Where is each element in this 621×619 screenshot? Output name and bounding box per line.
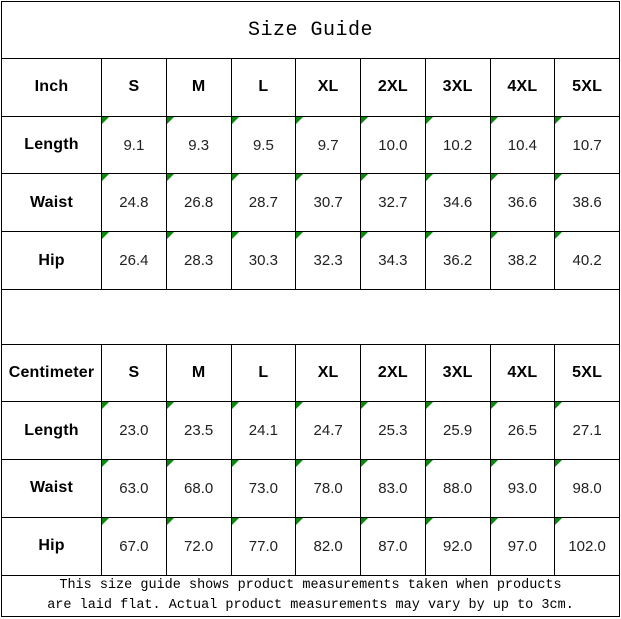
value-cell xyxy=(166,232,231,290)
centimeter-header-row xyxy=(2,344,620,402)
value-cell-label: 87.0 xyxy=(378,537,408,555)
value-cell-label: 38.2 xyxy=(507,252,537,270)
title-row xyxy=(2,2,620,59)
size-header-cell-m-label: M xyxy=(191,78,206,96)
value-cell xyxy=(555,116,620,174)
number-as-text-flag-icon xyxy=(232,518,239,525)
number-as-text-flag-icon xyxy=(426,174,433,181)
value-cell xyxy=(490,174,555,232)
value-cell xyxy=(490,116,555,174)
row-label-cell-label: Length xyxy=(24,421,79,439)
value-cell-label: 10.7 xyxy=(572,136,602,154)
size-header-cell-3xl xyxy=(425,59,490,117)
unit-header-cell xyxy=(2,344,102,402)
value-cell-label: 34.3 xyxy=(378,252,408,270)
value-cell-label: 30.7 xyxy=(313,194,343,212)
size-guide-table xyxy=(1,1,620,617)
number-as-text-flag-icon xyxy=(491,518,498,525)
number-as-text-flag-icon xyxy=(296,402,303,409)
size-header-cell-xl xyxy=(296,59,361,117)
number-as-text-flag-icon xyxy=(296,174,303,181)
number-as-text-flag-icon xyxy=(361,518,368,525)
number-as-text-flag-icon xyxy=(232,174,239,181)
value-cell xyxy=(296,116,361,174)
number-as-text-flag-icon xyxy=(555,402,562,409)
number-as-text-flag-icon xyxy=(555,460,562,467)
number-as-text-flag-icon xyxy=(102,460,109,467)
footer-row xyxy=(2,575,620,617)
size-header-cell-l-label: L xyxy=(258,78,269,96)
number-as-text-flag-icon xyxy=(491,232,498,239)
value-cell xyxy=(425,116,490,174)
number-as-text-flag-icon xyxy=(361,174,368,181)
value-cell xyxy=(231,174,296,232)
row-label-cell xyxy=(2,402,102,460)
value-cell-label: 93.0 xyxy=(507,479,537,497)
number-as-text-flag-icon xyxy=(296,232,303,239)
value-cell-label: 36.2 xyxy=(443,252,473,270)
number-as-text-flag-icon xyxy=(555,117,562,124)
row-label-cell xyxy=(2,174,102,232)
size-header-cell-3xl-label: 3XL xyxy=(442,78,473,96)
footer-note-line2: are laid flat. Actual product measurements may vary by up to 3cm. xyxy=(47,597,574,613)
inch-row-waist xyxy=(2,174,620,232)
value-cell xyxy=(425,517,490,575)
value-cell-label: 92.0 xyxy=(443,537,473,555)
value-cell xyxy=(102,174,167,232)
number-as-text-flag-icon xyxy=(102,402,109,409)
size-header-cell-2xl xyxy=(361,344,426,402)
value-cell-label: 34.6 xyxy=(443,194,473,212)
number-as-text-flag-icon xyxy=(102,117,109,124)
value-cell xyxy=(425,459,490,517)
value-cell xyxy=(102,232,167,290)
size-header-cell-xl xyxy=(296,344,361,402)
size-header-cell-s xyxy=(102,59,167,117)
row-label-cell-label: Hip xyxy=(38,537,65,555)
value-cell xyxy=(231,517,296,575)
value-cell-label: 40.2 xyxy=(572,252,602,270)
value-cell-label: 10.4 xyxy=(507,136,537,154)
number-as-text-flag-icon xyxy=(167,402,174,409)
number-as-text-flag-icon xyxy=(102,518,109,525)
value-cell-label: 10.0 xyxy=(378,136,408,154)
value-cell xyxy=(361,174,426,232)
unit-header-cell xyxy=(2,59,102,117)
number-as-text-flag-icon xyxy=(426,117,433,124)
size-header-cell-3xl xyxy=(425,344,490,402)
value-cell xyxy=(102,459,167,517)
value-cell xyxy=(296,459,361,517)
value-cell-label: 9.3 xyxy=(188,136,210,154)
number-as-text-flag-icon xyxy=(167,232,174,239)
size-header-cell-m-label: M xyxy=(191,363,206,381)
size-header-cell-l xyxy=(231,59,296,117)
number-as-text-flag-icon xyxy=(555,518,562,525)
size-header-cell-s-label: S xyxy=(128,78,140,96)
number-as-text-flag-icon xyxy=(426,232,433,239)
footer-note-cell xyxy=(2,575,620,617)
number-as-text-flag-icon xyxy=(232,460,239,467)
row-label-cell xyxy=(2,459,102,517)
value-cell-label: 63.0 xyxy=(119,479,149,497)
value-cell xyxy=(166,174,231,232)
value-cell xyxy=(231,402,296,460)
size-header-cell-2xl-label: 2XL xyxy=(377,363,408,381)
value-cell xyxy=(166,517,231,575)
value-cell-label: 9.7 xyxy=(317,136,339,154)
value-cell xyxy=(555,517,620,575)
value-cell xyxy=(490,402,555,460)
number-as-text-flag-icon xyxy=(102,174,109,181)
value-cell xyxy=(231,232,296,290)
number-as-text-flag-icon xyxy=(232,232,239,239)
inch-row-length xyxy=(2,116,620,174)
value-cell-label: 30.3 xyxy=(248,252,278,270)
value-cell-label: 23.0 xyxy=(119,422,149,440)
number-as-text-flag-icon xyxy=(102,232,109,239)
centimeter-row-length xyxy=(2,402,620,460)
size-header-cell-5xl xyxy=(555,344,620,402)
value-cell-label: 78.0 xyxy=(313,479,343,497)
value-cell-label: 9.1 xyxy=(123,136,145,154)
inch-header-row xyxy=(2,59,620,117)
size-header-cell-4xl xyxy=(490,344,555,402)
value-cell-label: 24.1 xyxy=(248,422,278,440)
row-label-cell xyxy=(2,116,102,174)
size-header-cell-3xl-label: 3XL xyxy=(442,363,473,381)
number-as-text-flag-icon xyxy=(232,402,239,409)
value-cell-label: 32.7 xyxy=(378,194,408,212)
value-cell-label: 68.0 xyxy=(184,479,214,497)
value-cell-label: 24.8 xyxy=(119,194,149,212)
value-cell xyxy=(166,459,231,517)
value-cell xyxy=(425,174,490,232)
number-as-text-flag-icon xyxy=(426,460,433,467)
spacer-cell xyxy=(2,289,620,344)
value-cell-label: 67.0 xyxy=(119,537,149,555)
row-label-cell-label: Waist xyxy=(29,479,74,497)
number-as-text-flag-icon xyxy=(296,460,303,467)
value-cell-label: 28.7 xyxy=(248,194,278,212)
value-cell xyxy=(102,402,167,460)
number-as-text-flag-icon xyxy=(426,518,433,525)
value-cell xyxy=(361,459,426,517)
row-label-cell-label: Length xyxy=(24,136,79,154)
size-header-cell-s-label: S xyxy=(128,363,140,381)
number-as-text-flag-icon xyxy=(555,174,562,181)
value-cell xyxy=(231,459,296,517)
value-cell xyxy=(296,402,361,460)
number-as-text-flag-icon xyxy=(491,117,498,124)
value-cell-label: 23.5 xyxy=(184,422,214,440)
value-cell-label: 98.0 xyxy=(572,479,602,497)
value-cell xyxy=(555,232,620,290)
value-cell-label: 25.3 xyxy=(378,422,408,440)
size-guide-page xyxy=(0,1,621,619)
value-cell xyxy=(296,517,361,575)
value-cell xyxy=(102,116,167,174)
value-cell xyxy=(231,116,296,174)
centimeter-row-waist xyxy=(2,459,620,517)
value-cell-label: 27.1 xyxy=(572,422,602,440)
value-cell xyxy=(361,232,426,290)
value-cell-label: 88.0 xyxy=(443,479,473,497)
size-header-cell-5xl-label: 5XL xyxy=(572,363,603,381)
value-cell-label: 97.0 xyxy=(507,537,537,555)
value-cell-label: 10.2 xyxy=(443,136,473,154)
inch-row-hip xyxy=(2,232,620,290)
value-cell-label: 72.0 xyxy=(184,537,214,555)
value-cell-label: 26.8 xyxy=(184,194,214,212)
value-cell xyxy=(425,402,490,460)
number-as-text-flag-icon xyxy=(491,174,498,181)
value-cell xyxy=(166,402,231,460)
value-cell-label: 26.4 xyxy=(119,252,149,270)
value-cell xyxy=(555,459,620,517)
value-cell-label: 28.3 xyxy=(184,252,214,270)
unit-header-cell-label: Inch xyxy=(34,78,69,96)
value-cell xyxy=(555,402,620,460)
value-cell xyxy=(425,232,490,290)
value-cell-label: 26.5 xyxy=(507,422,537,440)
size-header-cell-m xyxy=(166,59,231,117)
number-as-text-flag-icon xyxy=(167,117,174,124)
value-cell xyxy=(102,517,167,575)
size-header-cell-s xyxy=(102,344,167,402)
size-header-cell-5xl-label: 5XL xyxy=(572,78,603,96)
number-as-text-flag-icon xyxy=(361,117,368,124)
value-cell-label: 36.6 xyxy=(507,194,537,212)
value-cell xyxy=(490,232,555,290)
number-as-text-flag-icon xyxy=(361,460,368,467)
number-as-text-flag-icon xyxy=(167,518,174,525)
value-cell-label: 32.3 xyxy=(313,252,343,270)
row-label-cell xyxy=(2,232,102,290)
value-cell-label: 73.0 xyxy=(248,479,278,497)
size-header-cell-xl-label: XL xyxy=(317,78,339,96)
value-cell xyxy=(296,232,361,290)
size-header-cell-m xyxy=(166,344,231,402)
spacer-row xyxy=(2,289,620,344)
value-cell xyxy=(166,116,231,174)
footer-note-line1: This size guide shows product measurements taken when products xyxy=(59,577,562,593)
size-header-cell-2xl-label: 2XL xyxy=(377,78,408,96)
value-cell xyxy=(490,459,555,517)
row-label-cell xyxy=(2,517,102,575)
value-cell-label: 24.7 xyxy=(313,422,343,440)
value-cell-label: 38.6 xyxy=(572,194,602,212)
value-cell xyxy=(490,517,555,575)
value-cell-label: 9.5 xyxy=(252,136,274,154)
value-cell-label: 83.0 xyxy=(378,479,408,497)
value-cell xyxy=(555,174,620,232)
number-as-text-flag-icon xyxy=(296,117,303,124)
number-as-text-flag-icon xyxy=(167,460,174,467)
number-as-text-flag-icon xyxy=(491,402,498,409)
number-as-text-flag-icon xyxy=(555,232,562,239)
value-cell xyxy=(361,517,426,575)
size-header-cell-l xyxy=(231,344,296,402)
row-label-cell-label: Waist xyxy=(29,193,74,211)
value-cell-label: 102.0 xyxy=(568,537,606,555)
row-label-cell-label: Hip xyxy=(38,251,65,269)
size-header-cell-l-label: L xyxy=(258,363,269,381)
value-cell-label: 25.9 xyxy=(443,422,473,440)
number-as-text-flag-icon xyxy=(361,232,368,239)
value-cell xyxy=(361,116,426,174)
value-cell-label: 77.0 xyxy=(248,537,278,555)
value-cell xyxy=(361,402,426,460)
size-header-cell-4xl-label: 4XL xyxy=(507,363,538,381)
number-as-text-flag-icon xyxy=(361,402,368,409)
number-as-text-flag-icon xyxy=(491,460,498,467)
number-as-text-flag-icon xyxy=(232,117,239,124)
value-cell-label: 82.0 xyxy=(313,537,343,555)
size-header-cell-4xl xyxy=(490,59,555,117)
number-as-text-flag-icon xyxy=(296,518,303,525)
centimeter-row-hip xyxy=(2,517,620,575)
size-header-cell-2xl xyxy=(361,59,426,117)
unit-header-cell-label: Centimeter xyxy=(8,363,95,381)
page-title: Size Guide xyxy=(2,2,620,59)
number-as-text-flag-icon xyxy=(167,174,174,181)
size-header-cell-4xl-label: 4XL xyxy=(507,78,538,96)
value-cell xyxy=(296,174,361,232)
size-header-cell-5xl xyxy=(555,59,620,117)
size-header-cell-xl-label: XL xyxy=(317,363,339,381)
number-as-text-flag-icon xyxy=(426,402,433,409)
